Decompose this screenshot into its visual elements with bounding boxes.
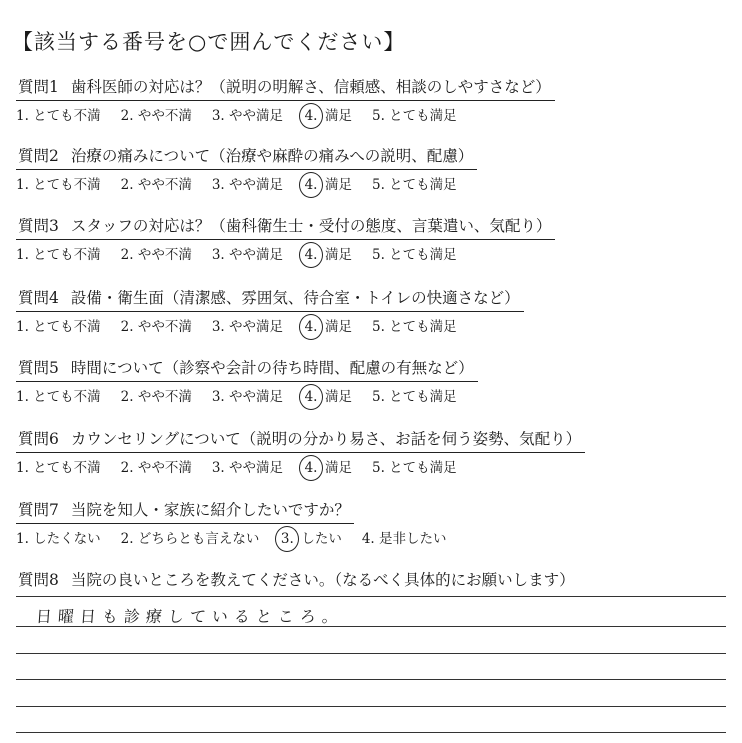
question-header bbox=[16, 500, 354, 524]
option-2[interactable]: 2. やや不満 bbox=[120, 389, 192, 405]
option-5[interactable]: 5. とても満足 bbox=[372, 108, 457, 124]
question-1 bbox=[16, 77, 716, 129]
option-5[interactable]: 5. とても満足 bbox=[372, 177, 457, 193]
option-3[interactable]: 3. やや満足 bbox=[211, 460, 284, 476]
question-8 bbox=[16, 570, 716, 593]
option-2[interactable]: 2. やや不満 bbox=[120, 319, 192, 335]
option-3[interactable]: 3. やや満足 bbox=[211, 319, 284, 335]
option-3[interactable]: 3. やや満足 bbox=[211, 247, 284, 263]
option-3[interactable]: 3. やや満足 bbox=[211, 108, 284, 124]
question-header bbox=[16, 570, 579, 593]
answer-options bbox=[16, 455, 716, 481]
option-4-selected[interactable]: 4. 満足 bbox=[303, 314, 352, 340]
option-3[interactable]: 3. やや満足 bbox=[211, 177, 284, 193]
option-5[interactable]: 5. とても満足 bbox=[372, 319, 457, 335]
answer-line bbox=[16, 653, 726, 654]
option-4-selected[interactable]: 4. 満足 bbox=[303, 455, 352, 481]
question-number: 質問6 bbox=[18, 430, 59, 448]
handwritten-answer[interactable]: 日曜日も診療しているところ。 bbox=[35, 607, 345, 626]
question-header bbox=[16, 358, 478, 382]
question-3 bbox=[16, 216, 716, 268]
option-5[interactable]: 5. とても満足 bbox=[372, 389, 457, 405]
option-4[interactable]: 4. 是非したい bbox=[361, 531, 447, 547]
question-number: 質問1 bbox=[18, 78, 59, 96]
answer-line bbox=[16, 596, 726, 597]
question-text: 設備・衛生面（清潔感、雰囲気、待合室・トイレの快適さなど） bbox=[70, 289, 520, 307]
option-4-selected[interactable]: 4. 満足 bbox=[303, 172, 352, 198]
question-header bbox=[16, 216, 555, 240]
answer-options bbox=[16, 314, 716, 340]
question-header bbox=[16, 77, 555, 101]
question-text: 歯科医師の対応は？（説明の明解さ、信頼感、相談のしやすさなど） bbox=[70, 78, 551, 96]
answer-options bbox=[16, 384, 716, 410]
option-2[interactable]: 2. どちらとも言えない bbox=[120, 531, 260, 547]
option-3-selected[interactable]: 3. したい bbox=[279, 526, 342, 552]
question-2 bbox=[16, 146, 716, 198]
option-2[interactable]: 2. やや不満 bbox=[120, 108, 192, 124]
option-1[interactable]: 1. とても不満 bbox=[16, 460, 101, 476]
option-1[interactable]: 1. とても不満 bbox=[16, 177, 101, 193]
option-1[interactable]: 1. したくない bbox=[16, 531, 101, 547]
answer-line bbox=[16, 706, 726, 707]
question-4 bbox=[16, 288, 716, 340]
question-number: 質問2 bbox=[18, 147, 59, 165]
question-number: 質問3 bbox=[18, 217, 59, 235]
question-number: 質問7 bbox=[18, 501, 59, 519]
option-2[interactable]: 2. やや不満 bbox=[120, 177, 192, 193]
option-2[interactable]: 2. やや不満 bbox=[120, 247, 192, 263]
circled-number: 4. bbox=[299, 103, 323, 129]
answer-line bbox=[16, 679, 726, 680]
circled-number: 4. bbox=[299, 314, 323, 340]
option-1[interactable]: 1. とても不満 bbox=[16, 389, 101, 405]
question-text: 当院を知人・家族に紹介したいですか？ bbox=[70, 501, 350, 519]
question-number: 質問8 bbox=[18, 571, 59, 589]
circled-number: 4. bbox=[299, 172, 323, 198]
question-number: 質問4 bbox=[18, 289, 59, 307]
question-text: 当院の良いところを教えてください。（なるべく具体的にお願いします） bbox=[70, 571, 575, 589]
option-4-selected[interactable]: 4. 満足 bbox=[303, 103, 352, 129]
option-1[interactable]: 1. とても不満 bbox=[16, 247, 101, 263]
option-4-selected[interactable]: 4. 満足 bbox=[303, 242, 352, 268]
question-text: 時間について（診察や会計の待ち時間、配慮の有無など） bbox=[70, 359, 474, 377]
question-header bbox=[16, 146, 477, 170]
answer-options bbox=[16, 103, 716, 129]
option-2[interactable]: 2. やや不満 bbox=[120, 460, 192, 476]
answer-options bbox=[16, 172, 716, 198]
question-text: スタッフの対応は？（歯科衛生士・受付の態度、言葉遣い、気配り） bbox=[70, 217, 552, 235]
circled-number: 3. bbox=[275, 526, 299, 552]
option-3[interactable]: 3. やや満足 bbox=[211, 389, 284, 405]
page-title: 【該当する番号を○で囲んでください】 bbox=[12, 30, 406, 54]
question-header bbox=[16, 288, 524, 312]
option-1[interactable]: 1. とても不満 bbox=[16, 319, 101, 335]
question-text: 治療の痛みについて（治療や麻酔の痛みへの説明、配慮） bbox=[70, 147, 474, 165]
circled-number: 4. bbox=[299, 455, 323, 481]
option-5[interactable]: 5. とても満足 bbox=[372, 247, 457, 263]
answer-options bbox=[16, 242, 716, 268]
option-5[interactable]: 5. とても満足 bbox=[372, 460, 457, 476]
question-text: カウンセリングについて（説明の分かり易さ、お話を伺う姿勢、気配り） bbox=[70, 430, 582, 448]
answer-line bbox=[16, 732, 726, 733]
circled-number: 4. bbox=[299, 242, 323, 268]
question-5 bbox=[16, 358, 716, 410]
circled-number: 4. bbox=[299, 384, 323, 410]
question-header bbox=[16, 429, 585, 453]
option-1[interactable]: 1. とても不満 bbox=[16, 108, 101, 124]
question-7 bbox=[16, 500, 716, 552]
question-number: 質問5 bbox=[18, 359, 59, 377]
option-4-selected[interactable]: 4. 満足 bbox=[303, 384, 352, 410]
question-6 bbox=[16, 429, 716, 481]
answer-options bbox=[16, 526, 716, 552]
